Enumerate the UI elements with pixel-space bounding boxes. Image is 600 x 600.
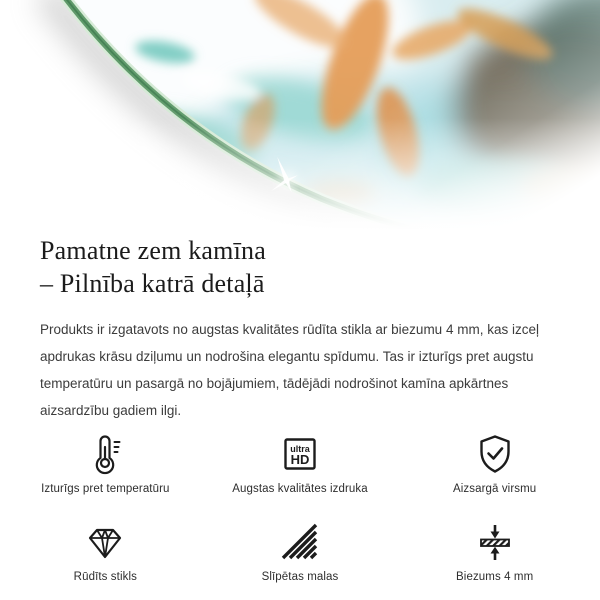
shield-check-icon [473, 432, 517, 476]
page-title [40, 234, 560, 300]
ultra-hd-icon [278, 432, 322, 476]
beveled-edges-icon [278, 520, 322, 564]
feature-grid [8, 432, 592, 583]
page-title-line1: Pamatne zem kamīna [40, 236, 266, 265]
feature-tempered-glass [8, 520, 203, 583]
feature-print-quality [203, 432, 398, 495]
right-fade [300, 0, 600, 232]
feature-label: Biezums 4 mm [456, 571, 534, 583]
thickness-icon [473, 520, 517, 564]
product-description: Produkts ir izgatavots no augstas kvalitātes rūdīta stikla ar biezumu 4 mm, kas izceļ apdrukas krāsu dziļumu un nodrošina elegantu spīdumu. Tas ir izturīgs pret augstu temperatūru un pasargā no bojājumiem, tādējādi nodrošinot kamīna apkārtnes aizsardzību gadiem ilgi. [40, 322, 539, 418]
glass-panel-illustration [0, 0, 600, 232]
feature-label: Rūdīts stikls [73, 571, 137, 583]
feature-polished-edges [203, 520, 398, 583]
feature-thickness [397, 520, 592, 583]
svg-text:HD: HD [290, 452, 310, 467]
feature-label: Augstas kvalitātes izdruka [232, 483, 368, 495]
feature-temperature [8, 432, 203, 495]
feature-label: Aizsargā virsmu [453, 483, 537, 495]
hero-product-image [0, 0, 600, 232]
diamond-icon [83, 520, 127, 564]
page-title-line2: – Pilnība katrā detaļā [40, 269, 265, 298]
svg-text:ultra: ultra [290, 444, 310, 454]
feature-label: Izturīgs pret temperatūru [41, 483, 170, 495]
feature-label: Slīpētas malas [261, 571, 339, 583]
thermometer-icon [83, 432, 127, 476]
feature-surface-protection [397, 432, 592, 495]
